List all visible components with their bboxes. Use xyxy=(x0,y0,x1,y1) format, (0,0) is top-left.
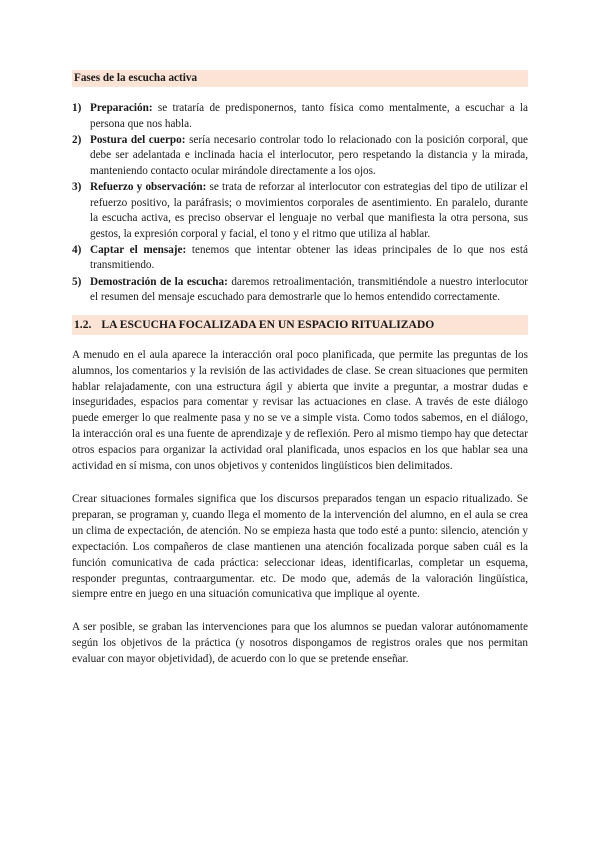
phase-text: sería necesario controlar todo lo relacionado con la posición corporal, que debe ser adelantada e inclinada hacia el interlocutor, pero respetando la distancia y la mirada, manteniendo contacto ocular mirándole directamente a los ojos. xyxy=(90,133,528,177)
phase-text: tenemos que intentar obtener las ideas principales de lo que nos está transmitiendo. xyxy=(90,243,528,272)
phases-heading-text: Fases de la escucha activa xyxy=(74,72,198,84)
phases-heading xyxy=(72,70,528,87)
paragraph-interaccion-oral: A menudo en el aula aparece la interacción oral poco planificada, que permite las preguntas de los alumnos, los comentarios y la revisión de las actividades de clase. Se crean situaciones que permiten hablar relajadamente, con una estructura ágil y abierta que invite a preguntar, a mostrar dudas e inseguridades, espacios para comentar y revisar las actuaciones en clase. A través de este diálogo puede emerger lo que realmente pasa y no se ve a simple vista. Como todos sabemos, en el diálogo, la interacción oral es una fuente de aprendizaje y de reflexión. Pero al mismo tiempo hay que detectar otros espacios para organizar la actividad oral planificada, unos espacios en los que hablar sea una actividad en sí misma, con unos objetivos y contenidos lingüísticos bien delimitados. xyxy=(72,348,528,473)
paragraph-grabaciones: A ser posible, se graban las intervenciones para que los alumnos se puedan valorar autónomamente según los objetivos de la práctica (y nosotros dispongamos de registros orales que nos permitan evaluar con mayor objetividad), de acuerdo con lo que se pretende enseñar. xyxy=(72,621,528,666)
section-title: LA ESCUCHA FOCALIZADA EN UN ESPACIO RITUALIZADO xyxy=(101,317,435,331)
phase-text: se trataría de predisponernos, tanto física como mentalmente, a escuchar a la persona que nos habla. xyxy=(90,102,528,130)
phase-item-preparacion xyxy=(72,101,528,132)
document-page xyxy=(72,70,528,668)
phase-number: 3) xyxy=(72,180,82,193)
phase-title: Captar el mensaje: xyxy=(90,243,187,256)
phase-text: se trata de reforzar al interlocutor con estrategias del tipo de utilizar el refuerzo positivo, la paráfrasis; o movimientos corporales de asentimiento. En paralelo, durante la escucha activa, es preciso observar el lenguaje no verbal que manifiesta la otra persona, sus gestos, la expresión corporal y facial, el tono y el ritmo que utiliza al hablar. xyxy=(90,180,528,240)
phase-number: 5) xyxy=(72,275,82,288)
phase-item-refuerzo xyxy=(72,180,528,242)
phase-number: 2) xyxy=(72,133,82,146)
phase-item-captar xyxy=(72,243,528,274)
phase-item-demostracion xyxy=(72,275,528,306)
section-heading xyxy=(72,315,528,335)
phase-number: 1) xyxy=(72,102,82,114)
phase-title: Postura del cuerpo: xyxy=(90,133,186,146)
phase-number: 4) xyxy=(72,243,82,256)
phase-item-postura xyxy=(72,133,528,180)
phase-title: Preparación: xyxy=(90,102,153,114)
phase-title: Demostración de la escucha: xyxy=(90,275,228,288)
section-number: 1.2. xyxy=(74,317,92,331)
phase-text: daremos retroalimentación, transmitiéndole a nuestro interlocutor el resumen del mensaje escuchado para demostrarle que lo hemos entendido correctamente. xyxy=(90,275,529,304)
phase-title: Refuerzo y observación: xyxy=(90,180,207,193)
paragraph-situaciones-formales: Crear situaciones formales significa que los discursos preparados tengan un espacio ritualizado. Se preparan, se programan y, cuando llega el momento de la intervención del alumno, en el aula se crea un clima de expectación, de atención. No se empieza hasta que todo esté a punto: silencio, atención y expectación. Los compañeros de clase mantienen una atención focalizada porque saben cuál es la función comunicativa de cada práctica: seleccionar ideas, identificarlas, completar un esquema, responder preguntas, contraargumentar. etc. De modo que, además de la valoración lingüística, siempre entre en juego en una situación comunicativa que implique al oyente. xyxy=(72,492,528,601)
phases-list xyxy=(72,101,528,306)
